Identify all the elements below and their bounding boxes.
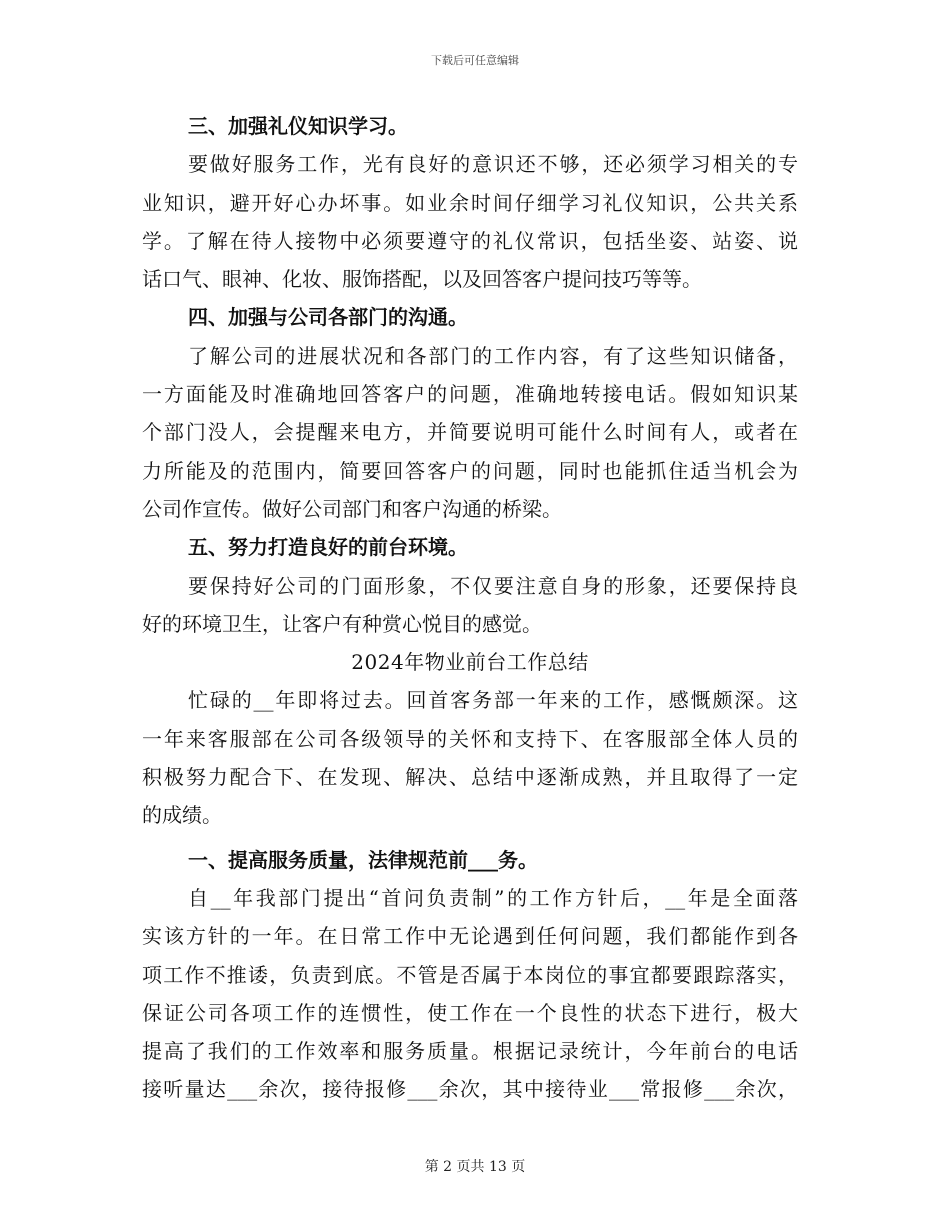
paragraph-line: 的成绩。 bbox=[142, 803, 222, 828]
page-header: 下载后可任意编辑 bbox=[431, 54, 519, 67]
paragraph-line: 要做好服务工作，光有良好的意识还不够，还必须学习相关的专 bbox=[188, 152, 798, 177]
paragraph-line: 话口气、眼神、化妆、服饰搭配，以及回答客户提问技巧等等。 bbox=[142, 267, 702, 292]
section-heading-1: 一、提高服务质量，法律规范前___务。 bbox=[188, 847, 538, 872]
paragraph-line: 业知识，避开好心办坏事。如业余时间仔细学习礼仪知识，公共关系 bbox=[142, 190, 798, 215]
paragraph-line: 忙碌的__年即将过去。回首客务部一年来的工作，感慨颇深。这 bbox=[188, 688, 798, 713]
paragraph-line: 学。了解在待人接物中必须要遵守的礼仪常识，包括坐姿、站姿、说 bbox=[142, 228, 798, 253]
page-footer: 第 2 页共 13 页 bbox=[424, 1159, 526, 1175]
paragraph-line: 实该方针的一年。在日常工作中无论遇到任何问题，我们都能作到各 bbox=[142, 924, 798, 949]
paragraph-line: 要保持好公司的门面形象，不仅要注意自身的形象，还要保持良 bbox=[188, 573, 798, 598]
paragraph-line: 积极努力配合下、在发现、解决、总结中逐渐成熟，并且取得了一定 bbox=[142, 765, 798, 790]
paragraph-line: 保证公司各项工作的连惯性，使工作在一个良性的状态下进行，极大 bbox=[142, 1000, 798, 1025]
paragraph-line: 自__年我部门提出“首问负责制”的工作方针后，__年是全面落 bbox=[188, 885, 798, 910]
paragraph-line: 个部门没人，会提醒来电方，并简要说明可能什么时间有人，或者在 bbox=[142, 420, 798, 445]
paragraph-line: 了解公司的进展状况和各部门的工作内容，有了这些知识储备， bbox=[188, 343, 798, 368]
document-title: 2024年物业前台工作总结 bbox=[351, 650, 589, 675]
paragraph-line: 力所能及的范围内，简要回答客户的问题，同时也能抓住适当机会为 bbox=[142, 458, 798, 483]
paragraph-line: 一方面能及时准确地回答客户的问题，准确地转接电话。假如知识某 bbox=[142, 382, 798, 407]
paragraph-line: 项工作不推诿，负责到底。不管是否属于本岗位的事宜都要跟踪落实， bbox=[142, 962, 798, 987]
paragraph-line: 一年来客服部在公司各级领导的关怀和支持下、在客服部全体人员的 bbox=[142, 726, 798, 751]
document-body bbox=[142, 107, 798, 1109]
section-heading-3: 三、加强礼仪知识学习。 bbox=[188, 114, 408, 138]
paragraph-line: 好的环境卫生，让客户有种赏心悦目的感觉。 bbox=[142, 611, 542, 636]
paragraph-line: 公司作宣传。做好公司部门和客户沟通的桥梁。 bbox=[142, 496, 562, 521]
section-heading-5: 五、努力打造良好的前台环境。 bbox=[188, 535, 468, 560]
section-heading-4: 四、加强与公司各部门的沟通。 bbox=[188, 305, 468, 330]
paragraph-line: 提高了我们的工作效率和服务质量。根据记录统计，今年前台的电话 bbox=[142, 1039, 798, 1064]
paragraph-line: 接听量达___余次，接待报修___余次，其中接待业___常报修___余次， bbox=[142, 1077, 798, 1102]
